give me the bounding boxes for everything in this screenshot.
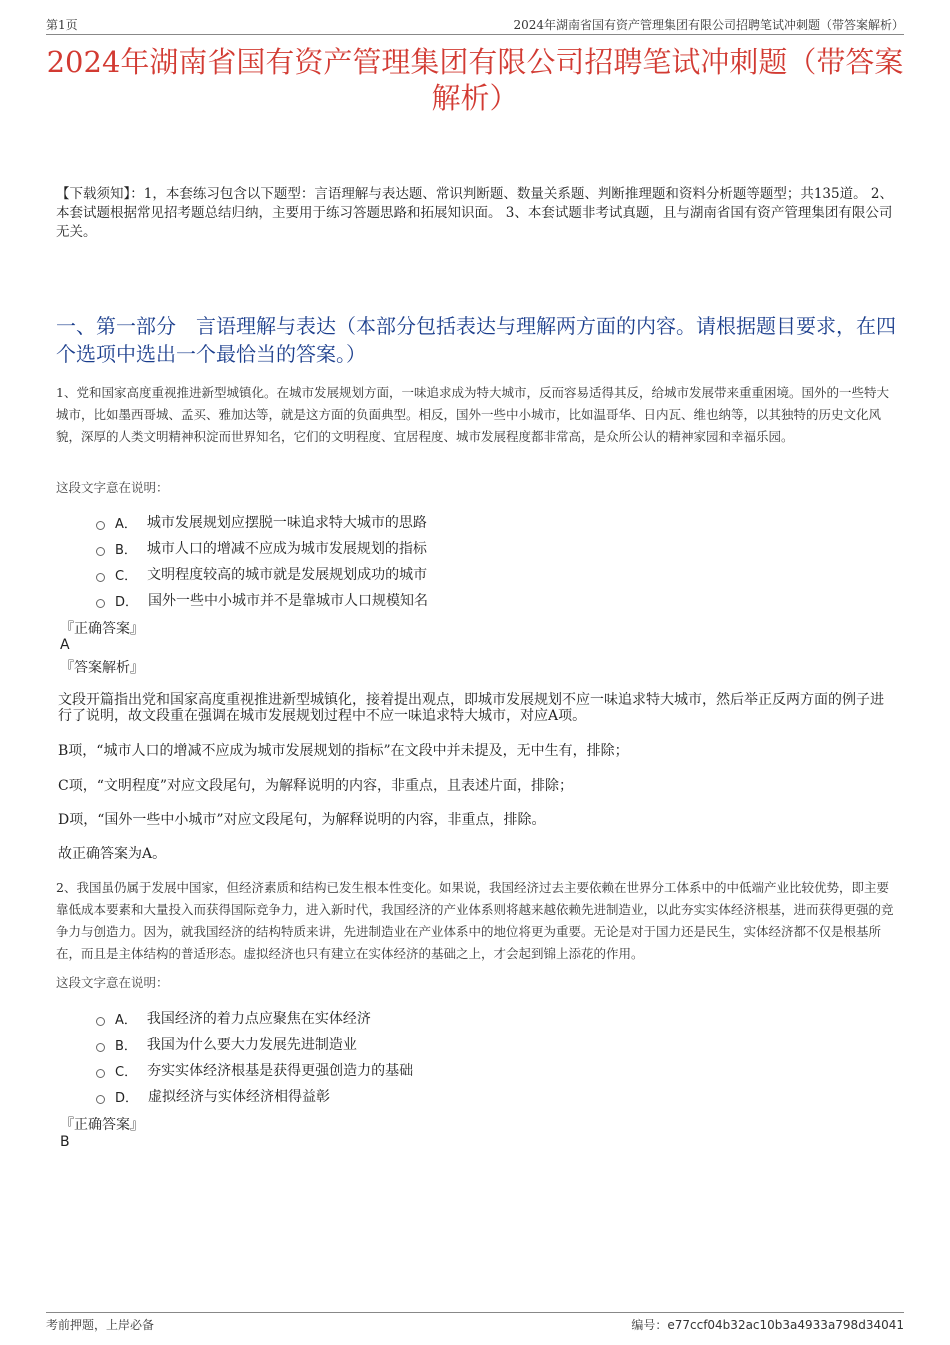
option-text: 夯实实体经济根基是获得更强创造力的基础 [147, 1063, 414, 1079]
option-text: 我国经济的着力点应聚焦在实体经济 [146, 1011, 371, 1027]
option-letter: A． [115, 1012, 137, 1028]
option-letter: B． [115, 542, 137, 558]
document-code [631, 1316, 904, 1333]
radio-icon[interactable] [96, 1095, 105, 1104]
correct-answer-label: 『正确答案』 [60, 621, 144, 637]
option-text: 城市发展规划应摆脱一味追求特大城市的思路 [146, 515, 427, 531]
correct-answer-label: 『正确答案』 [60, 1117, 144, 1133]
running-title: 2024年湖南省国有资产管理集团有限公司招聘笔试冲刺题（带答案解析） [513, 18, 904, 32]
footer-slogan: 考前押题，上岸必备 [46, 1318, 155, 1332]
option-letter: A． [115, 516, 137, 532]
page-number: 第1页 [46, 18, 78, 32]
question-1-text: 1、党和国家高度重视推进新型城镇化。在城市发展规划方面，一味追求成为特大城市，反而容易适得其反，给城市发展带来重重困境。国外的一些特大城市，比如墨西哥城、孟买、雅加达等，就是这方面的负面典型。相反，国外一些中小城市，比如温哥华、日内瓦、维也纳等，以其独特的历史文化风貌，深厚的人类文明精神积淀而世界知名，它们的文明程度、宜居程度、城市发展程度都非常高，是众所公认的精神家园和幸福乐园。 [56, 385, 889, 444]
radio-icon[interactable] [96, 521, 105, 530]
question-1-prompt: 这段文字意在说明： [56, 480, 169, 495]
radio-icon[interactable] [96, 1069, 105, 1078]
option-d[interactable] [96, 587, 428, 613]
option-text: 城市人口的增减不应成为城市发展规划的指标 [146, 541, 427, 557]
question-2-text: 2、我国虽仍属于发展中国家，但经济素质和结构已发生根本性变化。如果说，我国经济过去主要依赖在世界分工体系中的中低端产业比较优势，即主要靠低成本要素和大量投入而获得国际竞争力，进入新时代，我国经济的产业体系则将越来越依赖先进制造业，以此夯实实体经济根基，进而获得更强的竞争力与创造力。因为，就我国经济的结构特质来讲，先进制造业在产业体系中的地位将更为重要。无论是对于国力还是民生，实体经济都不仅是根基所在，而且是主体结构的普适形态。虚拟经济也只有建立在实体经济的基础之上，才会起到锦上添花的作用。 [56, 880, 894, 961]
option-a[interactable] [96, 509, 428, 535]
analysis-label: 『答案解析』 [60, 660, 144, 676]
page-footer [46, 1312, 904, 1333]
option-letter: B． [115, 1038, 137, 1054]
download-notice: 【下载须知】：1，本套练习包含以下题型：言语理解与表达题、常识判断题、数量关系题、判断推理题和资料分析题等题型；共135道。 2、本套试题根据常见招考题总结归纳，主要用于练习答题思路和拓展知识面。 3、本套试题非考试真题，且与湖南省国有资产管理集团有限公司无关。 [56, 186, 893, 240]
option-c[interactable] [96, 561, 428, 587]
question-2-options [96, 1005, 413, 1109]
section-heading: 一、第一部分 言语理解与表达（本部分包括表达与理解两方面的内容。请根据题目要求，在四个选项中选出一个最恰当的答案。） [56, 314, 896, 366]
option-letter: C． [115, 568, 138, 584]
analysis-paragraph: 文段开篇指出党和国家高度重视推进新型城镇化，接着提出观点，即城市发展规划不应一味追求特大城市，然后举正反两方面的例子进行了说明，故文段重在强调在城市发展规划过程中不应一味追求特大城市，对应A项。 [58, 692, 884, 724]
radio-icon[interactable] [96, 1017, 105, 1026]
option-d[interactable] [96, 1083, 413, 1109]
option-text: 虚拟经济与实体经济相得益彰 [148, 1089, 331, 1105]
option-text: 文明程度较高的城市就是发展规划成功的城市 [147, 567, 428, 583]
option-letter: D． [115, 594, 139, 610]
option-a[interactable] [96, 1005, 413, 1031]
document-title: 2024年湖南省国有资产管理集团有限公司招聘笔试冲刺题（带答案解析） [46, 45, 904, 115]
question-2-prompt: 这段文字意在说明： [56, 975, 169, 990]
analysis-paragraph: C项，“文明程度”对应文段尾句，为解释说明的内容，非重点，且表述片面，排除； [58, 778, 574, 794]
option-text: 我国为什么要大力发展先进制造业 [146, 1037, 357, 1053]
analysis-paragraph: 故正确答案为A。 [58, 846, 167, 862]
analysis-paragraph: B项，“城市人口的增减不应成为城市发展规划的指标”在文段中并未提及，无中生有，排除； [58, 743, 629, 759]
analysis-paragraph: D项，“国外一些中小城市”对应文段尾句，为解释说明的内容，非重点，排除。 [58, 812, 546, 828]
option-b[interactable] [96, 1031, 413, 1057]
question-1-options [96, 509, 428, 613]
page-header [46, 14, 904, 35]
radio-icon[interactable] [96, 599, 105, 608]
correct-answer: A [60, 637, 70, 653]
radio-icon[interactable] [96, 573, 105, 582]
code-value: e77ccf04b32ac10b3a4933a798d34041 [667, 1318, 904, 1332]
radio-icon[interactable] [96, 547, 105, 556]
option-c[interactable] [96, 1057, 413, 1083]
option-letter: C． [115, 1064, 138, 1080]
option-letter: D． [115, 1090, 139, 1106]
code-label: 编号： [631, 1318, 668, 1332]
radio-icon[interactable] [96, 1043, 105, 1052]
correct-answer: B [60, 1134, 70, 1150]
option-b[interactable] [96, 535, 428, 561]
option-text: 国外一些中小城市并不是靠城市人口规模知名 [148, 593, 429, 609]
